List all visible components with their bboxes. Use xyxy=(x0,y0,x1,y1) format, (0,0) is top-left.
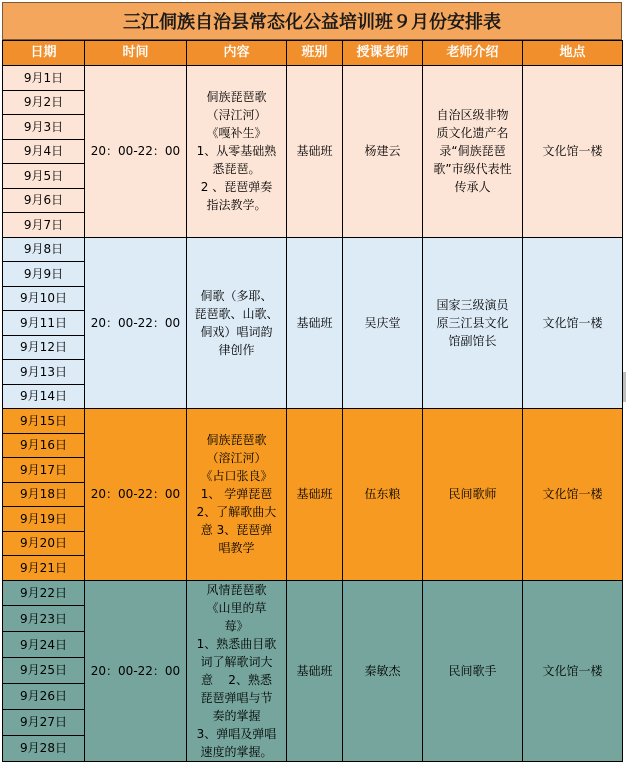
time-cell: 20：00-22：00 xyxy=(85,580,187,761)
date-cell: 9月25日 xyxy=(3,658,85,684)
date-cell: 9月9日 xyxy=(3,262,85,287)
time-cell: 20：00-22：00 xyxy=(85,66,187,238)
location-cell: 文化馆一楼 xyxy=(523,237,623,409)
date-cell: 9月17日 xyxy=(3,458,85,483)
date-cell: 9月3日 xyxy=(3,115,85,140)
date-cell: 9月7日 xyxy=(3,213,85,238)
date-cell: 9月5日 xyxy=(3,164,85,189)
date-cell: 9月19日 xyxy=(3,507,85,532)
date-cell: 9月11日 xyxy=(3,311,85,336)
header-date: 日期 xyxy=(3,41,85,66)
table-row xyxy=(3,580,623,606)
date-cell: 9月21日 xyxy=(3,556,85,581)
date-cell: 9月22日 xyxy=(3,580,85,606)
date-cell: 9月20日 xyxy=(3,531,85,556)
table-row xyxy=(3,66,623,91)
date-cell: 9月18日 xyxy=(3,482,85,507)
intro-cell: 民间歌手 xyxy=(423,580,523,761)
date-cell: 9月8日 xyxy=(3,237,85,262)
header-location: 地点 xyxy=(523,41,623,66)
content-cell: 侗族琵琶歌 （浔江河） 《嘎补生》 1、从零基础熟 悉琵琶。 2 、琵琶弹奏 指法教学。 xyxy=(187,66,287,238)
time-cell: 20：00-22：00 xyxy=(85,409,187,581)
date-cell: 9月28日 xyxy=(3,735,85,761)
class-cell: 基础班 xyxy=(287,580,343,761)
schedule-sheet xyxy=(2,2,622,762)
intro-cell: 自治区级非物 质文化遗产名 录“侗族琵琶 歌”市级代表性 传承人 xyxy=(423,66,523,238)
intro-cell: 民间歌师 xyxy=(423,409,523,581)
table-row xyxy=(3,237,623,262)
date-cell: 9月23日 xyxy=(3,606,85,632)
date-cell: 9月24日 xyxy=(3,632,85,658)
teacher-cell: 伍东粮 xyxy=(343,409,423,581)
header-intro: 老师介绍 xyxy=(423,41,523,66)
date-cell: 9月15日 xyxy=(3,409,85,434)
table-row xyxy=(3,409,623,434)
date-cell: 9月27日 xyxy=(3,709,85,735)
location-cell: 文化馆一楼 xyxy=(523,66,623,238)
class-cell: 基础班 xyxy=(287,409,343,581)
date-cell: 9月26日 xyxy=(3,683,85,709)
date-cell: 9月2日 xyxy=(3,90,85,115)
date-cell: 9月12日 xyxy=(3,335,85,360)
date-cell: 9月6日 xyxy=(3,188,85,213)
content-cell: 侗歌（多耶、 琵琶歌、山歌、 侗戏）唱词韵 律创作 xyxy=(187,237,287,409)
header-class: 班别 xyxy=(287,41,343,66)
teacher-cell: 杨建云 xyxy=(343,66,423,238)
header-row xyxy=(3,41,623,66)
time-cell: 20：00-22：00 xyxy=(85,237,187,409)
content-cell: 侗族琵琶歌 （溶江河） 《占口张良》 1、 学弹琵琶 2、了解歌曲大 意 3、琵琶弹 唱教学 xyxy=(187,409,287,581)
class-cell: 基础班 xyxy=(287,237,343,409)
schedule-table xyxy=(2,40,623,762)
date-cell: 9月10日 xyxy=(3,286,85,311)
date-cell: 9月4日 xyxy=(3,139,85,164)
date-cell: 9月1日 xyxy=(3,66,85,91)
header-time: 时间 xyxy=(85,41,187,66)
location-cell: 文化馆一楼 xyxy=(523,409,623,581)
date-cell: 9月13日 xyxy=(3,360,85,385)
date-cell: 9月14日 xyxy=(3,384,85,409)
content-cell: 风情琵琶歌 《山里的草 莓》 1、熟悉曲目歌 词了解歌词大 意 2、熟悉 琵琶弹唱与节 奏的掌握 3、弹唱及弹唱 速度的掌握。 xyxy=(187,580,287,761)
class-cell: 基础班 xyxy=(287,66,343,238)
teacher-cell: 吴庆堂 xyxy=(343,237,423,409)
header-teacher: 授课老师 xyxy=(343,41,423,66)
teacher-cell: 秦敏杰 xyxy=(343,580,423,761)
location-cell: 文化馆一楼 xyxy=(523,580,623,761)
date-cell: 9月16日 xyxy=(3,433,85,458)
intro-cell: 国家三级演员 原三江县文化 馆副馆长 xyxy=(423,237,523,409)
header-content: 内容 xyxy=(187,41,287,66)
sheet-title: 三江侗族自治县常态化公益培训班９月份安排表 xyxy=(2,2,622,40)
